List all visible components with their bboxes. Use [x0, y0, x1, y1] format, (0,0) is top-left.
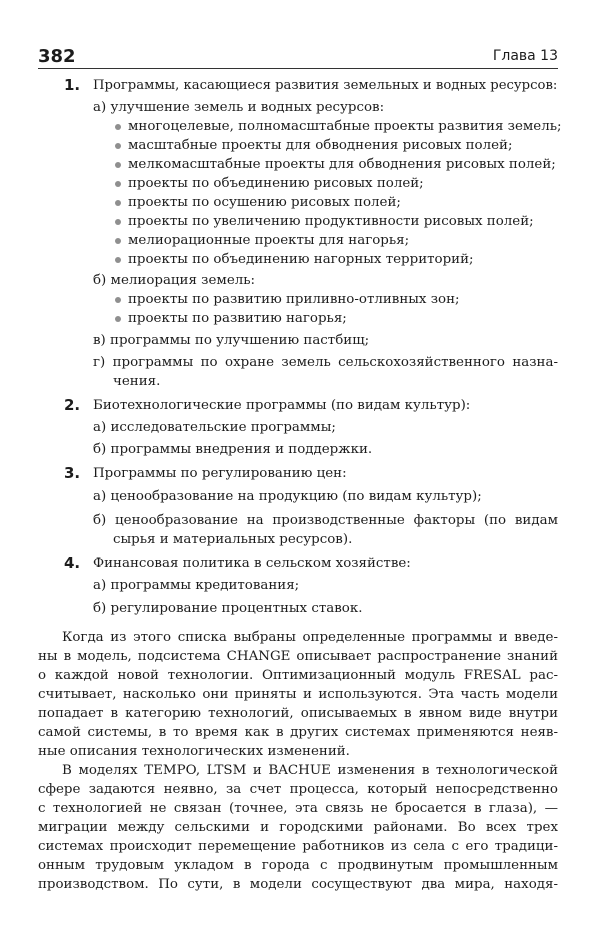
bullet-icon [115, 124, 121, 130]
list-item: Финансовая политика в сельском хозяйстве: [93, 556, 411, 571]
bullet-item: мелкомасштабные проекты для обводнения рисовых полей; [128, 157, 556, 172]
list-item: Биотехнологические программы (по видам культур): [93, 398, 471, 413]
sub-item: а) улучшение земель и водных ресурсов: [93, 100, 385, 115]
sub-item: б) ценообразование на производственные факторы (по видам [93, 513, 558, 528]
sub-item: а) ценообразование на продукцию (по видам культур); [93, 489, 482, 504]
header-rule [38, 68, 558, 69]
sub-item-continuation: сырья и материальных ресурсов). [113, 532, 353, 547]
list-item: Программы по регулированию цен: [93, 466, 347, 481]
sub-item: а) исследовательские программы; [93, 420, 336, 435]
bullet-item: проекты по развитию нагорья; [128, 311, 347, 326]
paragraph-line: о каждой новой технологии. Оптимизационный модуль FRESAL рас- [38, 668, 558, 683]
page-number: 382 [38, 46, 76, 67]
paragraph-line: онным трудовым укладом в города с продвинутым промышленным [38, 858, 558, 873]
sub-item: б) мелиорация земель: [93, 273, 256, 288]
bullet-item: проекты по развитию приливно-отливных зон; [128, 292, 460, 307]
paragraph-line: ны в модель, подсистема CHANGE описывает распространение знаний [38, 649, 558, 664]
sub-item-continuation: чения. [113, 374, 161, 389]
bullet-icon [115, 257, 121, 263]
bullet-item: проекты по увеличению продуктивности рисовых полей; [128, 214, 534, 229]
paragraph-line: считывает, насколько они приняты и используются. Эта часть модели [38, 687, 558, 702]
bullet-item: проекты по объединению нагорных территорий; [128, 252, 474, 267]
paragraph-line: В моделях TEMPO, LTSM и BACHUE изменения в технологической [62, 763, 558, 778]
bullet-icon [115, 162, 121, 168]
sub-item: в) программы по улучшению пастбищ; [93, 333, 370, 348]
paragraph-line: сфере задаются неявно, за счет процесса, который непосредственно [38, 782, 558, 797]
bullet-icon [115, 143, 121, 149]
bullet-icon [115, 238, 121, 244]
bullet-item: проекты по осушению рисовых полей; [128, 195, 401, 210]
paragraph-line: самой системы, в то время как в других системах применяются неяв- [38, 725, 558, 740]
item-number: 3. [64, 464, 81, 482]
bullet-icon [115, 181, 121, 187]
bullet-icon [115, 297, 121, 303]
item-number: 4. [64, 554, 81, 572]
list-item: Программы, касающиеся развития земельных и водных ресурсов: [93, 78, 558, 93]
paragraph-line: системах происходит перемещение работников из села с его традици- [38, 839, 558, 854]
paragraph-line: производством. По сути, в модели сосуществуют два мира, находя- [38, 877, 558, 892]
sub-item: а) программы кредитования; [93, 578, 300, 593]
bullet-item: многоцелевые, полномасштабные проекты развития земель; [128, 119, 562, 134]
bullet-icon [115, 316, 121, 322]
paragraph-line: попадает в категорию технологий, описываемых в явном виде внутри [38, 706, 558, 721]
item-number: 2. [64, 396, 81, 414]
paragraph-line: Когда из этого списка выбраны определенные программы и введе- [62, 630, 558, 645]
chapter-title: Глава 13 [492, 48, 558, 64]
bullet-item: проекты по объединению рисовых полей; [128, 176, 424, 191]
sub-item: г) программы по охране земель сельскохозяйственного назна- [93, 355, 558, 370]
bullet-item: масштабные проекты для обводнения рисовых полей; [128, 138, 513, 153]
paragraph-line: с технологией не связан (точнее, эта связь не бросается в глаза), — [38, 801, 558, 816]
bullet-icon [115, 200, 121, 206]
paragraph-line: миграции между сельскими и городскими районами. Во всех трех [38, 820, 558, 835]
item-number: 1. [64, 76, 81, 94]
bullet-item: мелиорационные проекты для нагорья; [128, 233, 410, 248]
running-header [38, 46, 558, 70]
paragraph-line: ные описания технологических изменений. [38, 744, 350, 759]
bullet-icon [115, 219, 121, 225]
sub-item: б) регулирование процентных ставок. [93, 601, 363, 616]
sub-item: б) программы внедрения и поддержки. [93, 442, 373, 457]
